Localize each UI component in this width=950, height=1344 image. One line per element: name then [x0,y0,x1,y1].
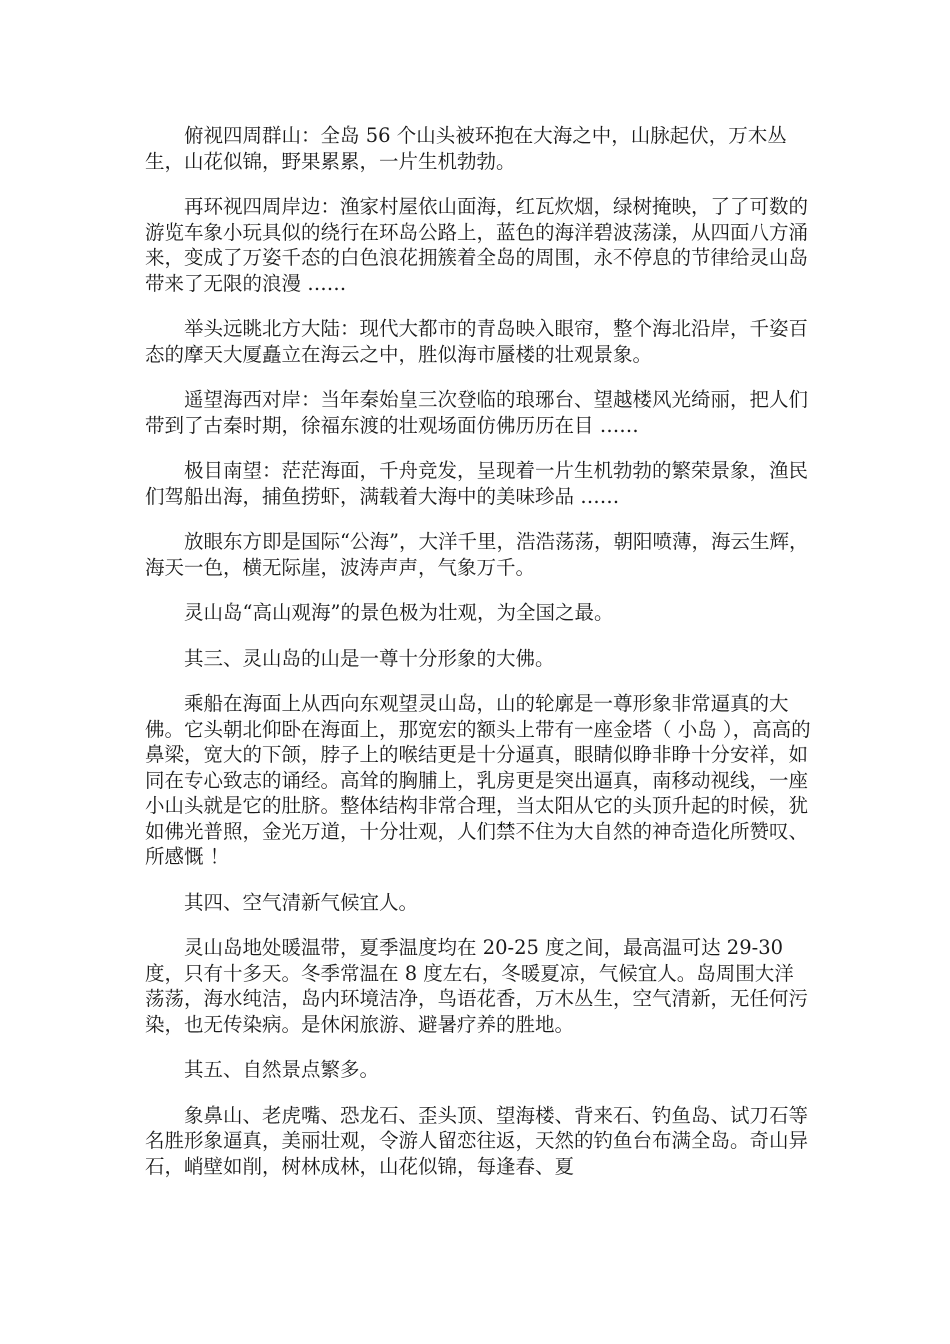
paragraph-east-view: 放眼东方即是国际“公海”，大洋千里，浩浩荡荡，朝阳喷薄，海云生辉，海天一色，横无际崖，波涛声声，气象万千。 [145,530,809,579]
paragraph-buddha-description: 乘船在海面上从西向东观望灵山岛，山的轮廓是一尊形象非常逼真的大佛。它头朝北仰卧在海面上，那宽宏的额头上带有一座金塔（ 小岛 ），高高的鼻梁，宽大的下颌，脖子上的喉结更是十分逼真，眼睛似睁非睁十分安祥，如同在专心致志的诵经。高耸的胸脯上，乳房更是突出逼真，南移动视线，一座小山头就是它的肚脐。整体结构非常合理，当太阳从它的头顶升起的时候，犹如佛光普照，金光万道，十分壮观，人们禁不住为大自然的神奇造化所赞叹、所感慨 ！ [145,692,811,868]
section-heading-scenic-spots: 其五、自然景点繁多。 [184,1058,380,1081]
section-heading-climate: 其四、空气清新气候宜人。 [184,890,419,914]
paragraph-summary-sea-view: 灵山岛“高山观海”的景色极为壮观，为全国之最。 [184,601,614,624]
paragraph-south-view: 极目南望：茫茫海面，千舟竞发，呈现着一片生机勃勃的繁荣景象，渔民们驾船出海，捕鱼捞虾，满载着大海中的美味珍品 …… [145,459,809,508]
paragraph-north-view: 举头远眺北方大陆：现代大都市的青岛映入眼帘，整个海北沿岸，千姿百态的摩天大厦矗立在海云之中，胜似海市蜃楼的壮观景象。 [145,317,809,366]
paragraph-overlook-mountains: 俯视四周群山：全岛 56 个山头被环抱在大海之中，山脉起伏，万木丛生，山花似锦，野果累累，一片生机勃勃。 [145,124,787,173]
paragraph-shoreline-view: 再环视四周岸边：渔家村屋依山面海，红瓦炊烟，绿树掩映，了了可数的游览车象小玩具似的绕行在环岛公路上，蓝色的海洋碧波荡漾，从四面八方涌来，变成了万姿千态的白色浪花拥簇着全岛的周围，永不停息的节律给灵山岛带来了无限的浪漫 …… [145,195,809,295]
article-body [145,123,813,1179]
paragraph-west-view: 遥望海西对岸：当年秦始皇三次登临的琅琊台、望越楼风光绮丽，把人们带到了古秦时期，徐福东渡的壮观场面仿佛历历在目 …… [145,388,809,437]
paragraph-scenic-spots: 象鼻山、老虎嘴、恐龙石、歪头顶、望海楼、背来石、钓鱼岛、试刀石等名胜形象逼真，美丽壮观，令游人留恋往返，天然的钓鱼台布满全岛。奇山异石，峭壁如削，树林成林，山花似锦，每逢春、夏 [145,1103,809,1178]
paragraph-climate-description: 灵山岛地处暖温带，夏季温度均在 20-25 度之间，最高温可达 29-30 度，只有十多天。冬季常温在 8 度左右，冬暖夏凉，气候宜人。岛周围大洋荡荡，海水纯洁，岛内环境洁净，鸟语花香，万木丛生，空气清新，无任何污染，也无传染病。是休闲旅游、避暑疗养的胜地。 [145,936,809,1036]
section-heading-buddha: 其三、灵山岛的山是一尊十分形象的大佛。 [184,646,555,670]
